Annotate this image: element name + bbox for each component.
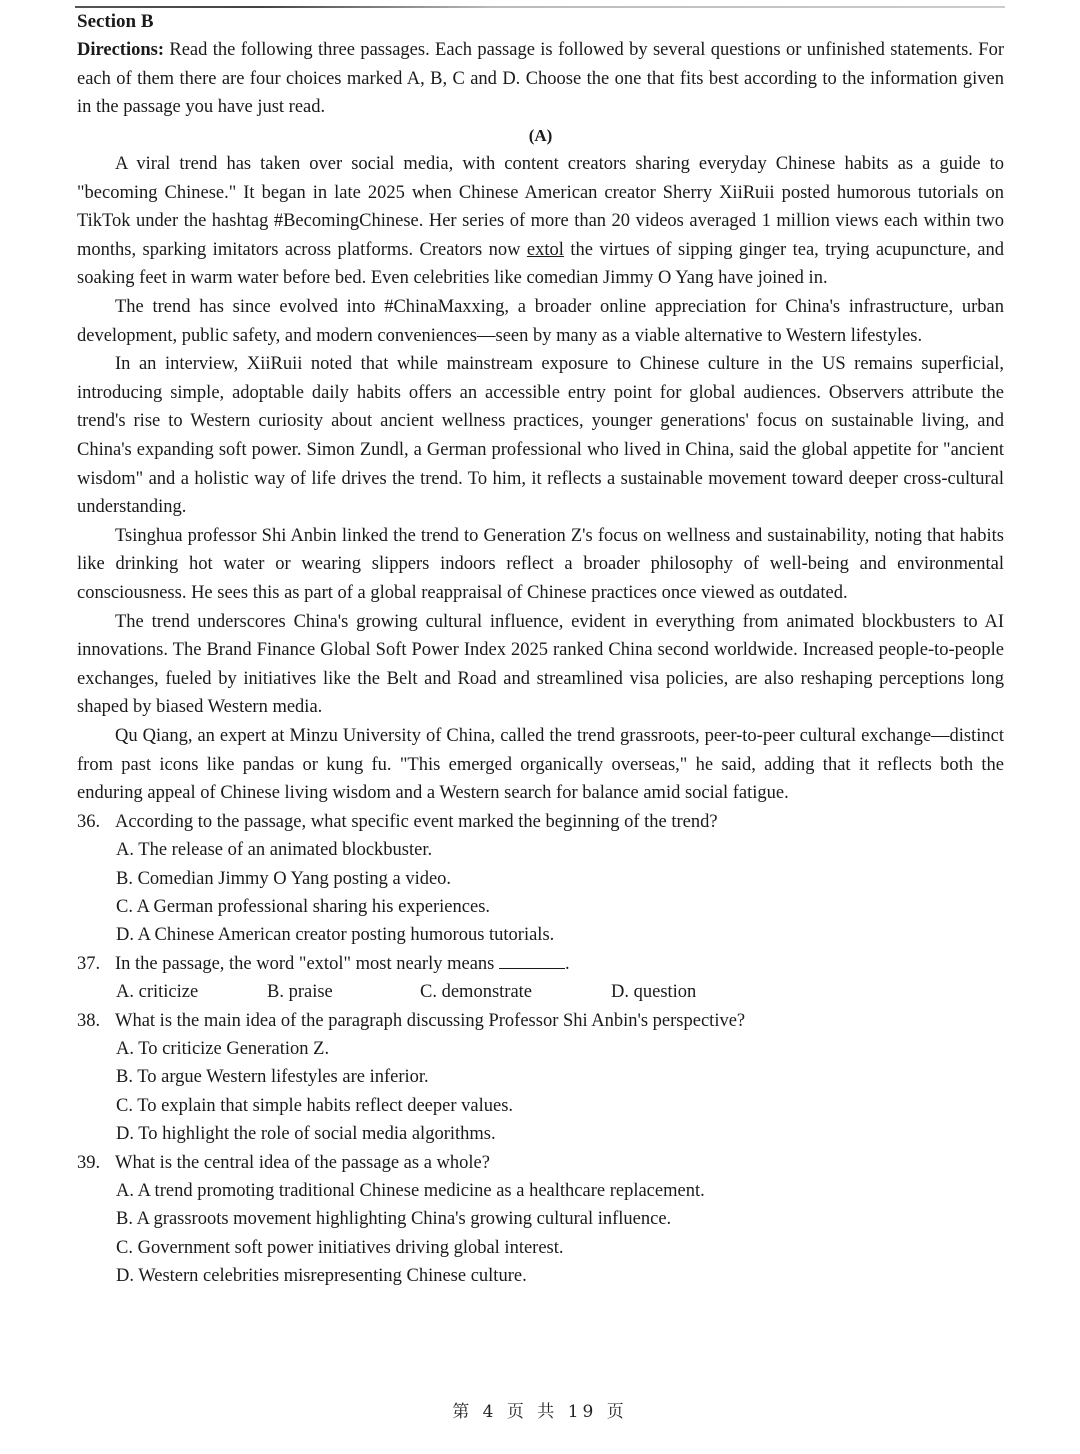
question-37-stem: 37. In the passage, the word "extol" most nearly means . (77, 953, 570, 974)
question-38-option-a: A. To criticize Generation Z. (116, 1039, 330, 1060)
directions-text: Read the following three passages. Each passage is followed by several questions or unfinished statements. For each of them there are four choices marked A, B, C and D. Choose the one that fits best according to the information given in the passage you have just read. (77, 40, 1004, 118)
section-title: Section B (77, 11, 154, 32)
question-36-option-a: A. The release of an animated blockbuster. (116, 840, 433, 861)
question-37-option-a: A. criticize (116, 982, 199, 1003)
question-36-option-d: D. A Chinese American creator posting humorous tutorials. (116, 925, 555, 946)
question-37-options (116, 978, 1004, 1006)
question-37-option-d: D. question (611, 982, 697, 1003)
passage-paragraph-3: In an interview, XiiRuii noted that while mainstream exposure to Chinese culture in the US remains superficial, introducing simple, adoptable daily habits offers an accessible entry point for global audiences. Observers attribute the trend's rise to Western curiosity about ancient wellness practices, younger generations' focus on sustainable living, and China's expanding soft power. Simon Zundl, a German professional who lived in China, said the global appetite for "ancient wisdom" and a holistic way of life drives the trend. To him, it reflects a sustainable movement toward deeper cross-cultural understanding. (77, 354, 1004, 518)
passage-paragraph-4: Tsinghua professor Shi Anbin linked the trend to Generation Z's focus on wellness and sustainability, noting that habits like drinking hot water or wearing slippers indoors reflect a broader philosophy of well-being and environmental consciousness. He sees this as part of a global reappraisal of Chinese practices once viewed as outdated. (77, 525, 1004, 604)
question-39-option-d: D. Western celebrities misrepresenting Chinese culture. (116, 1266, 527, 1287)
exam-page (77, 8, 1004, 1291)
passage-paragraph-5: The trend underscores China's growing cultural influence, evident in everything from animated blockbusters to AI innovations. The Brand Finance Global Soft Power Index 2025 ranked China second worldwide. Increased people-to-people exchanges, fueled by initiatives like the Belt and Road and streamlined visa policies, are also reshaping perceptions long shaped by biased Western media. (77, 611, 1004, 718)
passage-label: (A) (528, 126, 553, 146)
question-38-option-b: B. To argue Western lifestyles are inferior. (116, 1067, 429, 1088)
question-39-option-c: C. Government soft power initiatives driving global interest. (116, 1237, 564, 1258)
question-38-option-c: C. To explain that simple habits reflect deeper values. (116, 1095, 514, 1116)
answer-blank (499, 952, 565, 969)
question-39-stem: 39. What is the central idea of the passage as a whole? (77, 1152, 490, 1173)
question-39-option-b: B. A grassroots movement highlighting China's growing cultural influence. (116, 1209, 672, 1230)
passage-paragraph-2: The trend has since evolved into #ChinaMaxxing, a broader online appreciation for China's infrastructure, urban development, public safety, and modern conveniences—seen by many as a viable alternative to Western lifestyles. (77, 297, 1004, 346)
question-37-option-b: B. praise (267, 982, 333, 1003)
directions-label: Directions: (77, 40, 164, 60)
question-36-option-b: B. Comedian Jimmy O Yang posting a video. (116, 868, 452, 889)
page-footer: 第 4 页 共 19 页 (452, 1402, 628, 1422)
passage-paragraph-6: Qu Qiang, an expert at Minzu University of China, called the trend grassroots, peer-to-peer cultural exchange—distinct from past icons like pandas or kung fu. "This emerged organically overseas," he said, adding that it reflects both the enduring appeal of Chinese living wisdom and a Western search for balance amid social fatigue. (77, 725, 1004, 804)
passage-paragraph-1: A viral trend has taken over social media, with content creators sharing everyday Chinese habits as a guide to "becoming Chinese." It began in late 2025 when Chinese American creator Sherry XiiRuii posted humorous tutorials on TikTok under the hashtag #BecomingChinese. Her series of more than 20 videos averaged 1 million views each within two months, sparking imitators across platforms. Creators now extol the virtues of sipping ginger tea, trying acupuncture, and soaking feet in warm water before bed. Even celebrities like comedian Jimmy O Yang have joined in. (77, 154, 1004, 289)
question-39-option-a: A. A trend promoting traditional Chinese medicine as a healthcare replacement. (116, 1181, 705, 1202)
question-38-option-d: D. To highlight the role of social media algorithms. (116, 1124, 496, 1145)
question-36-option-c: C. A German professional sharing his experiences. (116, 896, 491, 917)
directions (77, 36, 1004, 122)
question-38-stem: 38. What is the main idea of the paragraph discussing Professor Shi Anbin's perspective? (77, 1010, 746, 1031)
question-36-stem: 36. According to the passage, what specific event marked the beginning of the trend? (77, 811, 718, 832)
question-37-option-c: C. demonstrate (420, 982, 533, 1003)
underlined-word-extol: extol (526, 239, 564, 260)
